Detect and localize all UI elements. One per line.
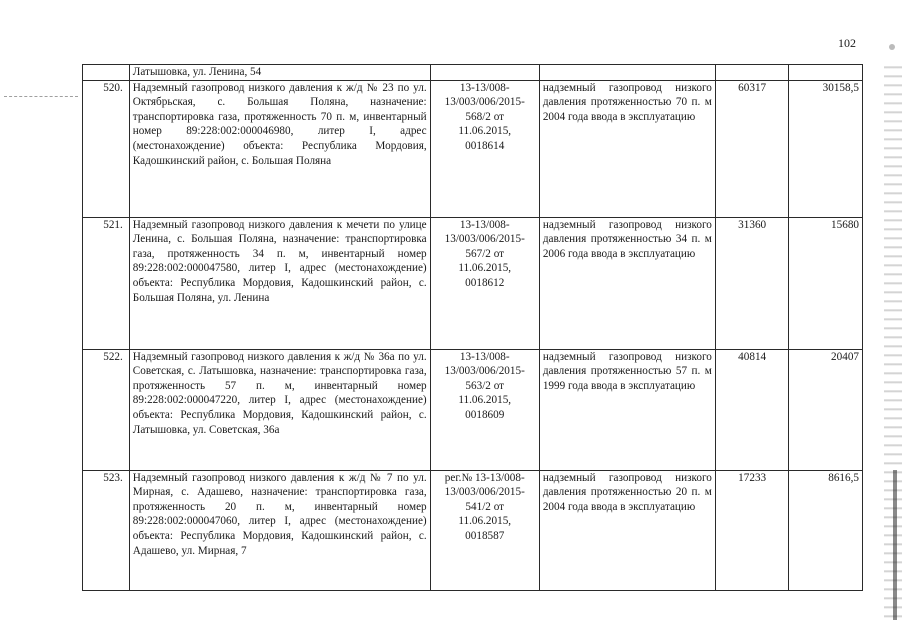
- registration-text: 13-13/008- 13/003/006/2015- 568/2 от 11.06.2015, 0018614: [444, 81, 525, 152]
- characteristics-cell: надземный газопровод низкого давления протяженностью 70 п. м 2004 года ввода в эксплуатацию: [539, 80, 715, 217]
- page-number: 102: [838, 36, 856, 50]
- object-description-cell: Латышовка, ул. Ленина, 54: [129, 65, 430, 81]
- value-1-cell: 40814: [715, 349, 789, 470]
- row-number-cell: [83, 65, 130, 81]
- registry-table: [82, 64, 863, 591]
- object-description-cell: Надземный газопровод низкого давления к ж/д № 23 по ул. Октябрьская, с. Большая Поляна, назначение: транспортировка газа, протяженность 70 п. м, инвентарный номер 89:228:002:000046980, литер I, адрес (местонахождение) объекта: Республика Мордовия, Кадошкинский район, с. Большая Поляна: [129, 80, 430, 217]
- registration-cell: [430, 470, 539, 590]
- registration-text: 13-13/008- 13/003/006/2015- 563/2 от 11.06.2015, 0018609: [444, 350, 525, 421]
- value-1-cell: 31360: [715, 217, 789, 349]
- object-description-cell: Надземный газопровод низкого давления к ж/д № 7 по ул. Мирная, с. Адашево, назначение: транспортировка газа, протяженность 20 п. м, инвентарный номер 89:228:002:000047060, литер I, адрес (местонахождение) объекта: Республика Мордовия, Кадошкинский район, с. Адашево, ул. Мирная, 7: [129, 470, 430, 590]
- object-description-cell: Надземный газопровод низкого давления к мечети по улице Ленина, с. Большая Поляна, назначение: транспортировка газа, протяженность 34 п. м, инвентарный номер 89:228:002:000047580, литер I, адрес (местонахождение) объекта: Республика Мордовия, Кадошкинский район, с. Большая Поляна, ул. Ленина: [129, 217, 430, 349]
- registration-text: рег.№ 13-13/008- 13/003/006/2015- 541/2 от 11.06.2015, 0018587: [444, 471, 525, 542]
- value-2-cell: 8616,5: [789, 470, 863, 590]
- scan-artifact-right-bar: [893, 470, 897, 620]
- scan-artifact-dot: [889, 44, 895, 50]
- characteristics-cell: надземный газопровод низкого давления протяженностью 57 п. м 1999 года ввода в эксплуатацию: [539, 349, 715, 470]
- value-1-cell: [715, 65, 789, 81]
- value-2-cell: [789, 65, 863, 81]
- scan-artifact-dashed-line: [4, 96, 78, 97]
- table-row: [83, 80, 863, 217]
- value-2-cell: 15680: [789, 217, 863, 349]
- value-1-cell: 60317: [715, 80, 789, 217]
- row-number-cell: 521.: [83, 217, 130, 349]
- characteristics-cell: надземный газопровод низкого давления протяженностью 20 п. м 2004 года ввода в эксплуатацию: [539, 470, 715, 590]
- value-2-cell: 20407: [789, 349, 863, 470]
- table-row-carry-over: [83, 65, 863, 81]
- table-row: [83, 470, 863, 590]
- registration-cell: [430, 80, 539, 217]
- row-number-cell: 520.: [83, 80, 130, 217]
- row-number-cell: 522.: [83, 349, 130, 470]
- value-1-cell: 17233: [715, 470, 789, 590]
- registration-cell: [430, 217, 539, 349]
- registration-cell: [430, 349, 539, 470]
- object-description-cell: Надземный газопровод низкого давления к ж/д № 36а по ул. Советская, с. Латышовка, назначение: транспортировка газа, протяженность 57 п. м, инвентарный номер 89:228:002:000047220, литер I, адрес (местонахождение) объекта: Республика Мордовия, Кадошкинский район, с. Латышовка, ул. Советская, 36а: [129, 349, 430, 470]
- row-number-cell: 523.: [83, 470, 130, 590]
- characteristics-cell: [539, 65, 715, 81]
- registration-cell: [430, 65, 539, 81]
- registration-text: 13-13/008- 13/003/006/2015- 567/2 от 11.06.2015, 0018612: [444, 218, 525, 289]
- table-row: [83, 217, 863, 349]
- characteristics-cell: надземный газопровод низкого давления протяженностью 34 п. м 2006 года ввода в эксплуатацию: [539, 217, 715, 349]
- table-row: [83, 349, 863, 470]
- value-2-cell: 30158,5: [789, 80, 863, 217]
